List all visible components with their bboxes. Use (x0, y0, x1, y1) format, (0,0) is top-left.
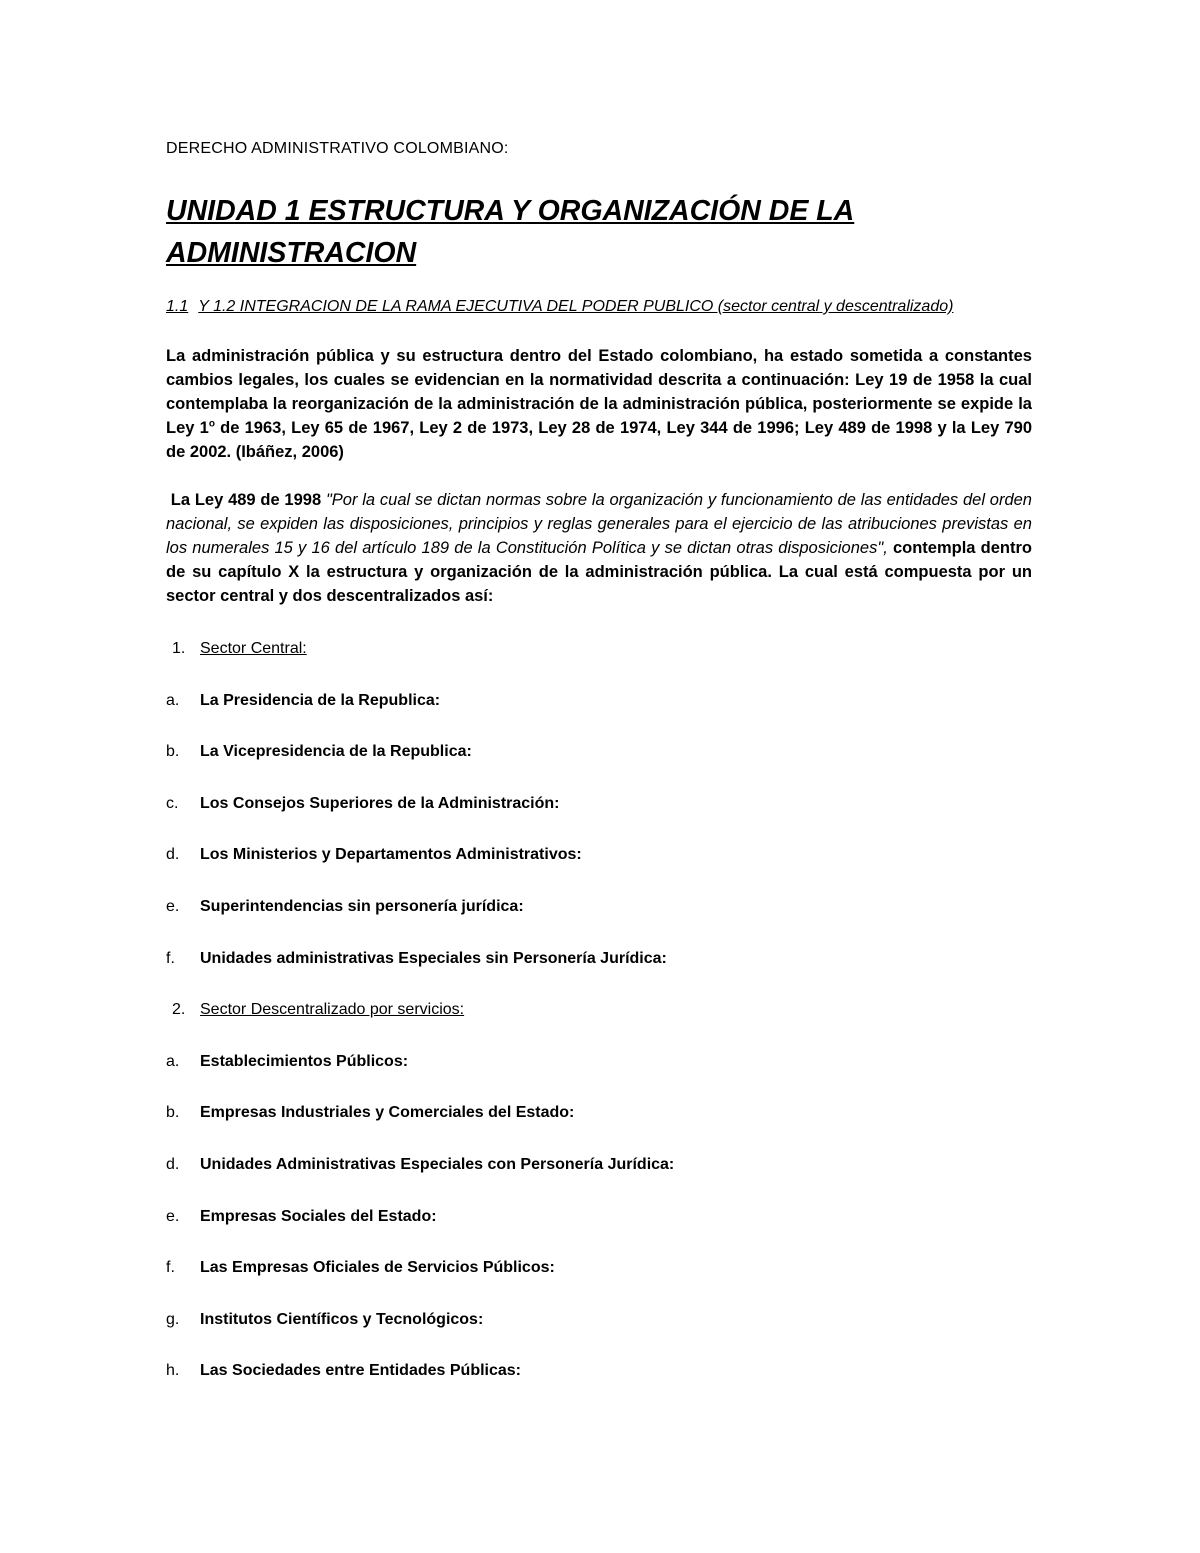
list-label: Empresas Sociales del Estado: (200, 1207, 437, 1225)
list-item (166, 1362, 1032, 1414)
list-label: Los Consejos Superiores de la Administración: (200, 794, 560, 812)
list-marker: c. (166, 794, 179, 812)
intro-paragraph (166, 344, 1032, 464)
list-item (166, 1311, 1032, 1363)
list-item (166, 795, 1032, 847)
list-item (166, 1156, 1032, 1208)
list-label: Empresas Industriales y Comerciales del Estado: (200, 1104, 575, 1122)
list-item (166, 1053, 1032, 1105)
document-heading: DERECHO ADMINISTRATIVO COLOMBIANO: (166, 140, 509, 157)
section-title (166, 296, 1032, 318)
list-marker: 2. (172, 1001, 186, 1019)
list-label: Sector Descentralizado por servicios: (200, 1001, 465, 1019)
list-marker: e. (166, 1207, 180, 1225)
list-marker: a. (166, 1052, 180, 1070)
law-paragraph-quote: "Por la cual se dictan normas sobre la organización y funcionamiento de las entidades del orden nacional, se expiden las disposiciones, principios y reglas generales para el ejercicio de las atribuciones previstas en los numerales 15 y 16 del artículo 189 de la Constitución Política y se dictan otras disposiciones", (166, 491, 1032, 557)
list-item (166, 950, 1032, 1002)
list-item (166, 692, 1032, 744)
list-label: Institutos Científicos y Tecnológicos: (200, 1310, 484, 1328)
list-marker: a. (166, 691, 180, 709)
list-item (166, 1104, 1032, 1156)
list-marker: f. (166, 949, 175, 967)
list-item (166, 898, 1032, 950)
section-title-text: Y 1.2 INTEGRACION DE LA RAMA EJECUTIVA DEL PODER PUBLICO (sector central y descentralizado) (198, 298, 954, 315)
list-marker: 1. (172, 640, 186, 657)
unit-title: UNIDAD 1 ESTRUCTURA Y ORGANIZACIÓN DE LA ADMINISTRACION (166, 195, 855, 269)
list-marker: g. (166, 1310, 180, 1328)
list-item (166, 743, 1032, 795)
list-section-heading (166, 1001, 1032, 1053)
list-label: La Vicepresidencia de la Republica: (200, 743, 472, 761)
intro-paragraph-part1: La administración pública y su estructura dentro del Estado colombiano, ha estado sometida a constantes cambios legales, los cuales se evidencian en la normatividad descrita a continuación: Ley 19 de 1958 la cual contemplaba la reorganización de la administración de la administración pública, posteriormente se expide la Ley 1 (166, 347, 1032, 437)
structure-list (166, 640, 1032, 1414)
list-label: Las Empresas Oficiales de Servicios Públicos: (200, 1259, 555, 1277)
law-paragraph (166, 488, 1032, 608)
list-label: Unidades Administrativas Especiales con Personería Jurídica: (200, 1155, 675, 1173)
list-item (166, 846, 1032, 898)
list-marker: e. (166, 897, 180, 915)
intro-superscript: o (208, 418, 215, 430)
list-label: Sector Central: (200, 640, 307, 657)
list-label: Superintendencias sin personería jurídica: (200, 897, 524, 915)
list-section-heading (166, 640, 1032, 692)
list-marker: b. (166, 1104, 180, 1122)
list-marker: f. (166, 1259, 175, 1277)
list-label: La Presidencia de la Republica: (200, 691, 441, 709)
intro-paragraph-part2: de 1963, Ley 65 de 1967, Ley 2 de 1973, Ley 28 de 1974, Ley 344 de 1996; Ley 489 de 1998 y la Ley 790 de 2002. (Ibáñez, 2006) (166, 419, 1032, 461)
list-item (166, 1259, 1032, 1311)
list-label: Unidades administrativas Especiales sin Personería Jurídica: (200, 949, 667, 967)
law-paragraph-lead: La Ley 489 de 1998 (170, 491, 326, 509)
list-marker: d. (166, 1155, 180, 1173)
list-marker: h. (166, 1362, 180, 1380)
list-label: Los Ministerios y Departamentos Administrativos: (200, 846, 582, 864)
list-marker: d. (166, 846, 180, 864)
section-number: 1.1 (166, 298, 189, 315)
list-item (166, 1208, 1032, 1260)
list-label: Establecimientos Públicos: (200, 1052, 409, 1070)
document-page (166, 140, 1032, 1414)
law-paragraph-rest: contempla dentro de su capítulo X la estructura y organización de la administración pública. La cual está compuesta por un sector central y dos descentralizados así: (166, 539, 1033, 605)
list-label: Las Sociedades entre Entidades Públicas: (200, 1362, 521, 1380)
list-marker: b. (166, 743, 180, 761)
